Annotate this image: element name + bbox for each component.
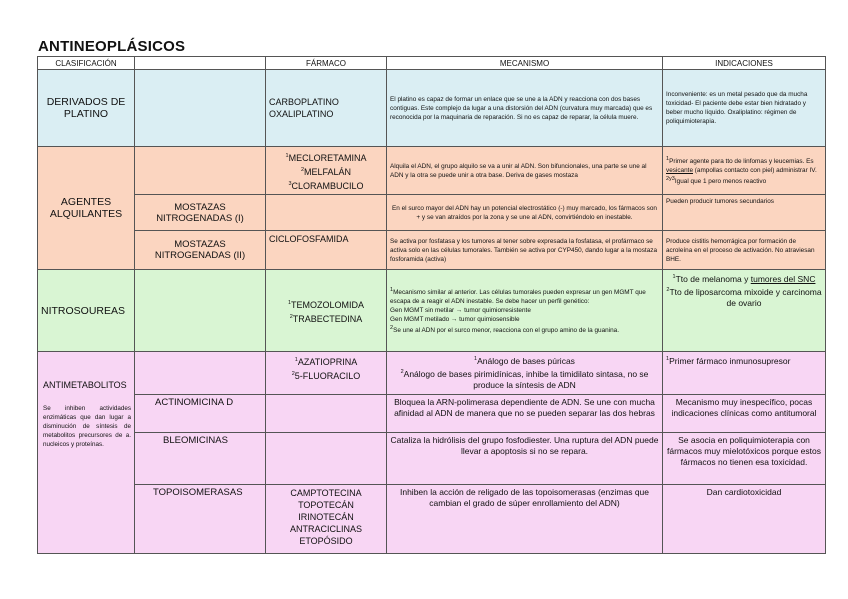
table-row xyxy=(38,70,826,147)
drug-5-fluoracilo: 5-FLUORACILO xyxy=(294,371,361,381)
table-row xyxy=(38,147,826,195)
header-mecanismo: MECANISMO xyxy=(387,57,663,70)
table-row xyxy=(38,433,826,485)
mechanism-text: Se une al ADN por el surco menor, reacciona con el grupo amino de la guanina. xyxy=(393,327,620,335)
subclass-cell xyxy=(135,270,266,352)
indication-text: Primer agente para tto de linfomas y leucemias. Es xyxy=(669,158,814,165)
subclass-mostazas-i: MOSTAZAS NITROGENADAS (I) xyxy=(135,195,266,231)
drug-cell xyxy=(266,433,387,485)
superscript: 2 xyxy=(400,368,404,375)
table-row xyxy=(38,485,826,554)
superscript: 2 xyxy=(300,166,305,173)
indication-text: (ampollas contacto con piel) administrar IV. xyxy=(693,167,817,174)
mechanism-text: Gen MGMT metilado → tumor quimiosensible xyxy=(390,316,520,323)
header-farmaco: FÁRMACO xyxy=(266,57,387,70)
drug-carboplatino: CARBOPLATINO xyxy=(269,97,339,107)
mechanism-text: Mecanismo similar al anterior. Las células tumorales pueden expresar un gen MGMT que escapa de a reagir el ADN inestable. Se debe hacer un perfil genético: xyxy=(390,289,646,305)
drug-etoposido: ETOPÓSIDO xyxy=(299,536,353,546)
subclass-cell xyxy=(135,147,266,195)
drug-cell xyxy=(266,485,387,554)
indication-text: Igual que 1 pero menos reactivo xyxy=(674,178,767,186)
mechanism-cell: El platino es capaz de formar un enlace que se une a la ADN y reacciona con dos bases contiguas. Este complejo da lugar a una distorsión del ADN (curvatura muy marcada) que es reconocida por la maquinaria de reparación. Si no es capaz de reparar, la célula muere. xyxy=(387,70,663,147)
indication-cell: Produce cistitis hemorrágica por formación de acroleína en el proceso de activación. No atraviesan BHE. xyxy=(663,231,826,270)
mechanism-cell: Se activa por fosfatasa y los tumores al tener sobre expresada la fosfatasa, el profármaco se activa solo en las células tumorales. También se activa por CYP450, dando lugar a la mostaza fosforamida (activa) xyxy=(387,231,663,270)
table-row xyxy=(38,270,826,352)
drug-cell xyxy=(266,147,387,195)
indication-text: Tto de liposarcoma mixoide y carcinoma de ovario xyxy=(669,286,822,308)
drug-irinotecan: IRINOTECÁN xyxy=(298,512,354,522)
drug-cell xyxy=(266,195,387,231)
indication-cell: Mecanismo muy inespecífico, pocas indicaciones clínicas como antitumoral xyxy=(663,395,826,433)
class-derivados-platino: DERIVADOS DE PLATINO xyxy=(38,70,135,147)
superscript: 1 xyxy=(474,356,478,362)
superscript: 2y3 xyxy=(666,176,675,182)
class-antimetabolitos-cell xyxy=(38,352,135,554)
header-subclass xyxy=(135,57,266,70)
header-clasificacion: CLASIFICACIÓN xyxy=(38,57,135,70)
subclass-topoisomerasas: TOPOISOMERASAS xyxy=(135,485,266,554)
indication-cell: Dan cardiotoxicidad xyxy=(663,485,826,554)
mechanism-text: Gen MGMT sin metilar → tumor quimiorresistente xyxy=(390,307,531,314)
drug-clorambucilo: CLORAMBUCILO xyxy=(291,180,364,191)
antineoplasicos-table xyxy=(37,56,826,554)
drug-temozolomida: TEMOZOLOMIDA xyxy=(291,299,365,310)
table-row xyxy=(38,395,826,433)
indication-text: Tto de melanoma y xyxy=(675,273,751,284)
indication-cell: Pueden producir tumores secundarios xyxy=(663,195,826,231)
drug-trabectedina: TRABECTEDINA xyxy=(292,313,363,324)
drug-ciclofosfamida: CICLOFOSFAMIDA xyxy=(266,231,387,270)
mechanism-cell: Alquila el ADN, el grupo alquilo se va a unir al ADN. Son bifuncionales, una parte se une al ADN y la otra se puede unir a otra base. Deriva de gases mostaza xyxy=(387,147,663,195)
indication-cell xyxy=(663,270,826,352)
page-title: ANTINEOPLÁSICOS xyxy=(38,38,186,55)
mechanism-cell: En el surco mayor del ADN hay un potencial electrostático (-) muy marcado, los fármacos son + y se van atraídos por la zona y se une al ADN, convirtiéndolo en inestable. xyxy=(387,195,663,231)
superscript: 1 xyxy=(390,286,394,293)
header-indicaciones: INDICACIONES xyxy=(663,57,826,70)
indication-snc: tumores del SNC xyxy=(750,273,816,284)
subclass-mostazas-ii: MOSTAZAS NITROGENADAS (II) xyxy=(135,231,266,270)
subclass-cell xyxy=(135,70,266,147)
mechanism-cell: Cataliza la hidrólisis del grupo fosfodiester. Una ruptura del ADN puede llevar a apoptosis si no se repara. xyxy=(387,433,663,485)
table-row xyxy=(38,195,826,231)
mechanism-text: Análogo de bases pirimidínicas, inhibe la timidilato sintasa, no se produce la síntesis de ADN xyxy=(403,368,649,390)
superscript: 2 xyxy=(291,371,295,377)
header-row xyxy=(38,57,826,70)
indication-cell: Inconveniente: es un metal pesado que da mucha toxicidad- El paciente debe estar bien hidratado y beber mucho líquido. Oxaliplatino: régimen de poliquimioterapia. xyxy=(663,70,826,147)
superscript: 1 xyxy=(672,274,676,280)
table-row xyxy=(38,352,826,395)
drug-cell xyxy=(266,395,387,433)
table-row xyxy=(38,231,826,270)
mechanism-cell: Bloquea la ARN-polimerasa dependiente de ADN. Se une con mucha afinidad al ADN de manera que no se pueden separar las dos hebras xyxy=(387,395,663,433)
superscript: 2 xyxy=(390,325,394,331)
superscript: 1 xyxy=(294,357,298,363)
class-nitrosoureas: NITROSOUREAS xyxy=(38,270,135,352)
drug-oxaliplatino: OXALIPLATINO xyxy=(269,109,334,119)
mechanism-cell xyxy=(387,270,663,352)
superscript: 1 xyxy=(666,356,670,362)
indication-vesicante: vesicante xyxy=(666,167,693,174)
superscript: 2 xyxy=(289,313,293,320)
superscript: 1 xyxy=(666,155,670,162)
mechanism-cell: Inhiben la acción de religado de las topoisomerasas (enzimas que cambian el grado de súper enrollamiento del ADN) xyxy=(387,485,663,554)
subclass-cell xyxy=(135,352,266,395)
mechanism-text: Análogo de bases púricas xyxy=(477,355,575,366)
indication-cell: Se asocia en poliquimioterapia con fármacos muy mielotóxicos porque estos fármacos no tienen esa toxicidad. xyxy=(663,433,826,485)
drug-topotecan: TOPOTECÁN xyxy=(298,500,354,510)
class-agentes-alquilantes: AGENTES ALQUILANTES xyxy=(38,147,135,270)
class-antimetabolitos: ANTIMETABOLITOS xyxy=(43,380,127,390)
superscript: 1 xyxy=(287,299,292,306)
superscript: 1 xyxy=(285,152,289,159)
drug-cell xyxy=(266,70,387,147)
drug-melfalan: MELFALÁN xyxy=(304,166,352,177)
drug-mecloretamina: MECLORETAMINA xyxy=(288,152,367,163)
antimetabolitos-description: Se inhiben actividades enzimáticas que dan lugar a disminución de síntesis de metabolitos precursores de a. nucleicos y proteínas. xyxy=(43,405,131,448)
drug-cell xyxy=(266,270,387,352)
drug-azatioprina: AZATIOPRINA xyxy=(297,357,358,367)
indication-cell xyxy=(663,147,826,195)
drug-camptotecina: CAMPTOTECINA xyxy=(290,488,362,498)
indication-cell xyxy=(663,352,826,395)
drug-cell xyxy=(266,352,387,395)
subclass-bleomicinas: BLEOMICINAS xyxy=(135,433,266,485)
mechanism-cell xyxy=(387,352,663,395)
superscript: 3 xyxy=(288,180,292,187)
indication-text: Primer fármaco inmunosupresor xyxy=(669,355,791,366)
subclass-actinomicina-d: ACTINOMICINA D xyxy=(135,395,266,433)
drug-antraciclinas: ANTRACICLINAS xyxy=(289,524,362,534)
superscript: 2 xyxy=(666,286,670,293)
